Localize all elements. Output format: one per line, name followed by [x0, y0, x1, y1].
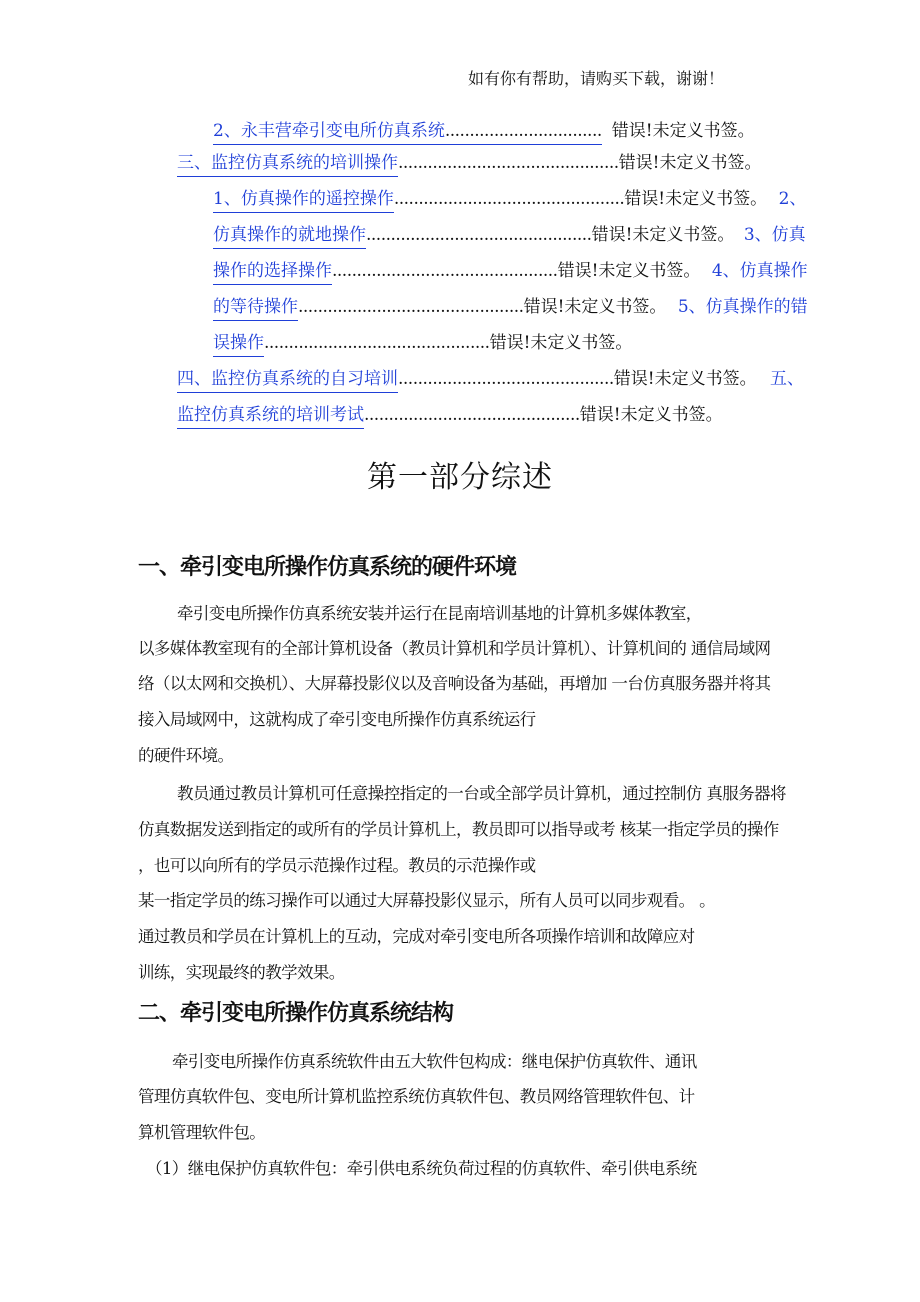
toc-link[interactable]: 四、监控仿真系统的自习培训 — [177, 369, 398, 393]
toc-link[interactable]: 4、仿真操作 — [711, 261, 808, 281]
toc-link[interactable]: 误操作 — [213, 333, 264, 357]
paragraph-line: 络（以太网和交换机）、大屏幕投影仪以及音响设备为基础，再增加 一台仿真服务器并将其 — [138, 674, 771, 693]
toc-leader: ............................................. — [398, 153, 619, 173]
toc-link[interactable]: 2、永丰营牵引变电所仿真系统 — [213, 121, 445, 145]
toc-leader: ............................................ — [364, 405, 580, 425]
toc-link[interactable]: 仿真操作的就地操作 — [213, 225, 366, 249]
toc-item-2[interactable] — [177, 152, 762, 174]
toc-leader: .............................................. — [366, 225, 592, 245]
toc-item-5[interactable] — [213, 260, 808, 282]
paragraph-line: 教员通过教员计算机可任意操控指定的一台或全部学员计算机，通过控制仿 真服务器将 — [177, 784, 786, 803]
toc-link[interactable]: 1、仿真操作的遥控操作 — [213, 189, 394, 213]
toc-link[interactable]: 2、 — [778, 189, 807, 209]
paragraph-line: 通过教员和学员在计算机上的互动，完成对牵引变电所各项操作培训和故障应对 — [138, 927, 695, 946]
toc-page: 错误!未定义书签。 — [557, 261, 701, 281]
paragraph-line: 接入局域网中，这就构成了牵引变电所操作仿真系统运行 — [138, 710, 536, 729]
toc-page: 错误!未定义书签。 — [613, 369, 757, 389]
toc-item-8[interactable] — [177, 368, 804, 390]
header-note: 如有你有帮助，请购买下载，谢谢！ — [467, 69, 724, 88]
toc-link[interactable]: 监控仿真系统的培训考试 — [177, 405, 364, 429]
toc-item-4[interactable] — [213, 224, 806, 246]
toc-leader: .............................................. — [298, 297, 524, 317]
toc-item-1[interactable] — [213, 120, 755, 142]
toc-link[interactable]: 五、 — [770, 369, 805, 389]
paragraph-line: 管理仿真软件包、变电所计算机监控系统仿真软件包、教员网络管理软件包、计 — [138, 1087, 695, 1106]
paragraph-line: 仿真数据发送到指定的或所有的学员计算机上，教员即可以指导或考 核某一指定学员的操作 — [138, 820, 779, 839]
toc-link[interactable]: 的等待操作 — [213, 297, 298, 321]
paragraph-line: 牵引变电所操作仿真系统软件由五大软件包构成：继电保护仿真软件、通讯 — [172, 1052, 697, 1071]
section-heading: 一、牵引变电所操作仿真系统的硬件环境 — [138, 555, 517, 580]
paragraph-line: 训练，实现最终的教学效果。 — [138, 963, 345, 982]
toc-page: 错误!未定义书签。 — [618, 153, 762, 173]
list-item: （1）继电保护仿真软件包：牵引供电系统负荷过程的仿真软件、牵引供电系统 — [146, 1159, 697, 1178]
toc-item-6[interactable] — [213, 296, 808, 318]
toc-leader: ............................................... — [393, 189, 625, 209]
toc-page: 错误!未定义书签。 — [523, 297, 667, 317]
toc-link[interactable]: 三、监控仿真系统的培训操作 — [177, 153, 398, 177]
toc-leader: ................................ — [445, 121, 602, 145]
toc-item-3[interactable] — [213, 188, 806, 210]
paragraph-line: 算机管理软件包。 — [138, 1123, 266, 1142]
paragraph-line: 的硬件环境。 — [138, 746, 234, 765]
paragraph-line: 某一指定学员的练习操作可以通过大屏幕投影仪显示，所有人员可以同步观看。 。 — [138, 891, 716, 910]
toc-leader: ............................................ — [398, 369, 614, 389]
paragraph-line: 牵引变电所操作仿真系统安装并运行在昆南培训基地的计算机多媒体教室， — [177, 604, 702, 623]
section-heading: 二、牵引变电所操作仿真系统结构 — [138, 1001, 454, 1026]
toc-page: 错误!未定义书签。 — [611, 121, 755, 141]
part-title: 第一部分综述 — [367, 460, 553, 495]
toc-link[interactable]: 5、仿真操作的错 — [677, 297, 808, 317]
toc-page: 错误!未定义书签。 — [579, 405, 723, 425]
toc-link[interactable]: 操作的选择操作 — [213, 261, 332, 285]
paragraph-line: 以多媒体教室现有的全部计算机设备（教员计算机和学员计算机）、计算机间的 通信局域网 — [138, 639, 771, 658]
paragraph-line: ，也可以向所有的学员示范操作过程。教员的示范操作或 — [138, 856, 536, 875]
toc-page: 错误!未定义书签。 — [591, 225, 735, 245]
toc-page: 错误!未定义书签。 — [489, 333, 633, 353]
toc-item-9[interactable] — [177, 404, 723, 426]
toc-link[interactable]: 3、仿真 — [743, 225, 806, 245]
toc-page: 错误!未定义书签。 — [624, 189, 768, 209]
toc-leader: .............................................. — [264, 333, 490, 353]
toc-leader: .............................................. — [332, 261, 558, 281]
toc-item-7[interactable] — [213, 332, 632, 354]
